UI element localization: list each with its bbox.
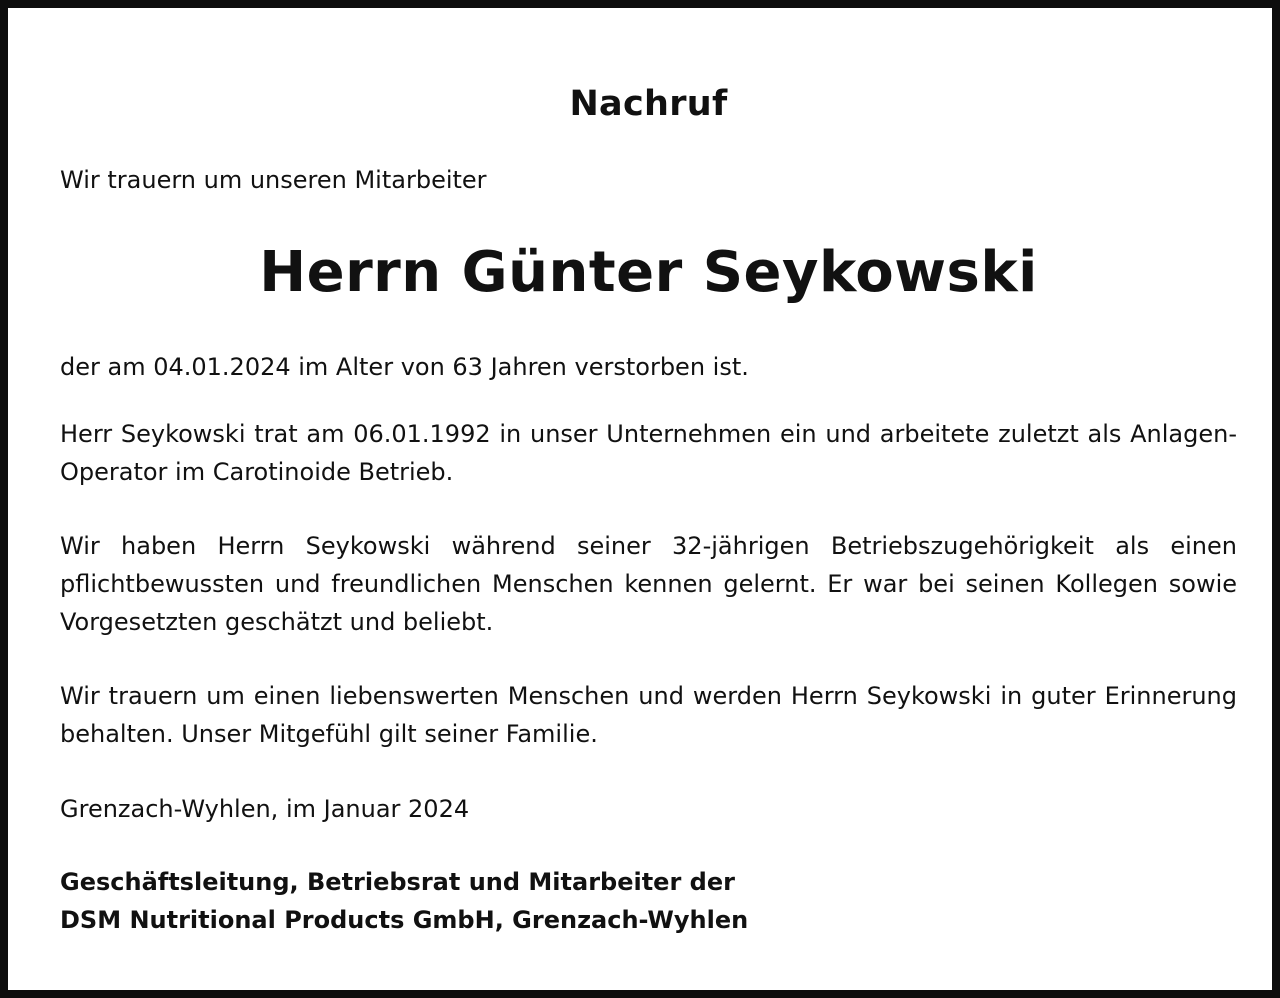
- career-paragraph: Herr Seykowski trat am 06.01.1992 in unser Unternehmen ein und arbeitete zuletzt als Anlagen-Operator im Carotinoide Betrieb.: [60, 420, 1237, 486]
- intro-line: Wir trauern um unseren Mitarbeiter: [60, 166, 487, 194]
- deceased-name: Herrn Günter Seykowski: [259, 240, 1038, 305]
- mourning-paragraph: Wir trauern um einen liebenswerten Menschen und werden Herrn Seykowski in guter Erinnerung behalten. Unser Mitgefühl gilt seiner Familie.: [60, 682, 1237, 748]
- notice-heading: Nachruf: [569, 84, 728, 124]
- place-and-date: Grenzach-Wyhlen, im Januar 2024: [60, 795, 470, 823]
- signature-line-2: DSM Nutritional Products GmbH, Grenzach-Wyhlen: [60, 906, 749, 934]
- signature-block: [60, 863, 748, 939]
- memory-paragraph: Wir haben Herrn Seykowski während seiner 32-jährigen Betriebszugehörigkeit als einen pflichtbewussten und freundlichen Menschen kennen gelernt. Er war bei seinen Kollegen sowie Vorgesetzten geschätzt und beliebt.: [60, 532, 1237, 636]
- death-details: der am 04.01.2024 im Alter von 63 Jahren verstorben ist.: [60, 353, 749, 381]
- signature-line-1: Geschäftsleitung, Betriebsrat und Mitarbeiter der: [60, 868, 735, 896]
